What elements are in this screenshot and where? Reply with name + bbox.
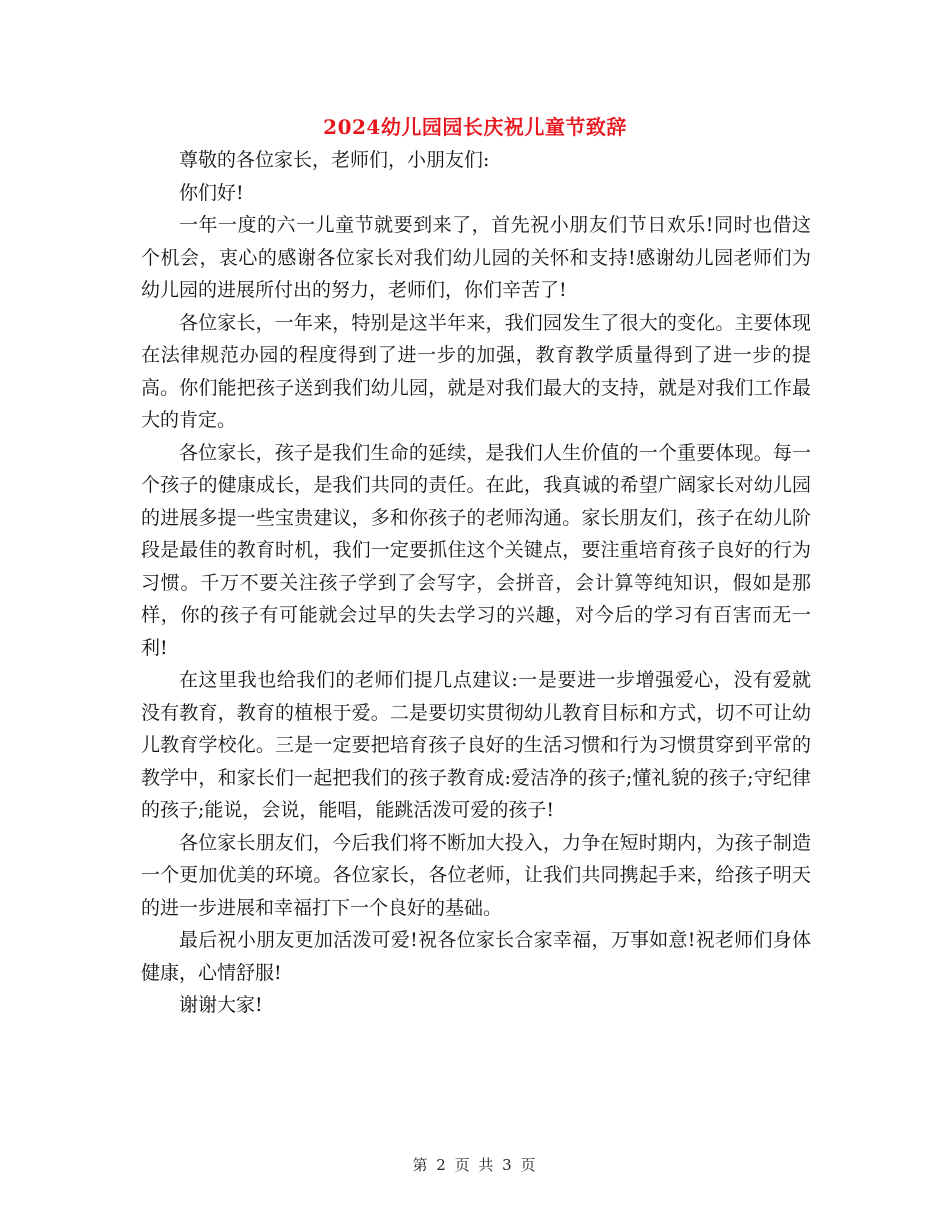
document-body — [141, 144, 811, 1022]
closing-wishes: 最后祝小朋友更加活泼可爱!祝各位家长合家幸福，万事如意!祝老师们身体健康，心情舒服! — [141, 929, 811, 984]
greeting: 你们好! — [179, 181, 244, 204]
body-paragraph: 在这里我也给我们的老师们提几点建议:一是要进一步增强爱心，没有爱就没有教育，教育的植根于爱。二是要切实贯彻幼儿教育目标和方式，切不可让幼儿教育学校化。三是一定要把培育孩子良好的生活习惯和行为习惯贯穿到平常的教学中，和家长们一起把我们的孩子教育成:爱洁净的孩子;懂礼貌的孩子;守纪律的孩子;能说，会说，能唱，能跳活泼可爱的孩子! — [141, 669, 811, 821]
body-paragraph: 各位家长朋友们，今后我们将不断加大投入，力争在短时期内，为孩子制造一个更加优美的环境。各位家长，各位老师，让我们共同携起手来，给孩子明天的进一步进展和幸福打下一个良好的基础。 — [141, 831, 811, 919]
salutation: 尊敬的各位家长，老师们，小朋友们: — [179, 149, 490, 171]
body-paragraph: 一年一度的六一儿童节就要到来了，首先祝小朋友们节日欢乐!同时也借这个机会，衷心的感谢各位家长对我们幼儿园的关怀和支持!感谢幼儿园老师们为幼儿园的进展所付出的努力，老师们，你们辛苦了! — [141, 214, 811, 301]
body-paragraph: 各位家长，孩子是我们生命的延续，是我们人生价值的一个重要体现。每一个孩子的健康成长，是我们共同的责任。在此，我真诚的希望广阔家长对幼儿园的进展多提一些宝贵建议，多和你孩子的老师沟通。家长朋友们，孩子在幼儿阶段是最佳的教育时机，我们一定要抓住这个关键点，要注重培育孩子良好的行为习惯。千万不要关注孩子学到了会写字，会拼音，会计算等纯知识，假如是那样，你的孩子有可能就会过早的失去学习的兴趣，对今后的学习有百害而无一利! — [141, 441, 811, 659]
body-paragraph: 各位家长，一年来，特别是这半年来，我们园发生了很大的变化。主要体现在法律规范办园的程度得到了进一步的加强，教育教学质量得到了进一步的提高。你们能把孩子送到我们幼儿园，就是对我们最大的支持，就是对我们工作最大的肯定。 — [141, 311, 811, 431]
document-title: 2024幼儿园园长庆祝儿童节致辞 — [323, 115, 627, 139]
page-number-footer: 第 2 页 共 3 页 — [412, 1156, 538, 1174]
closing-thanks: 谢谢大家! — [179, 994, 263, 1016]
